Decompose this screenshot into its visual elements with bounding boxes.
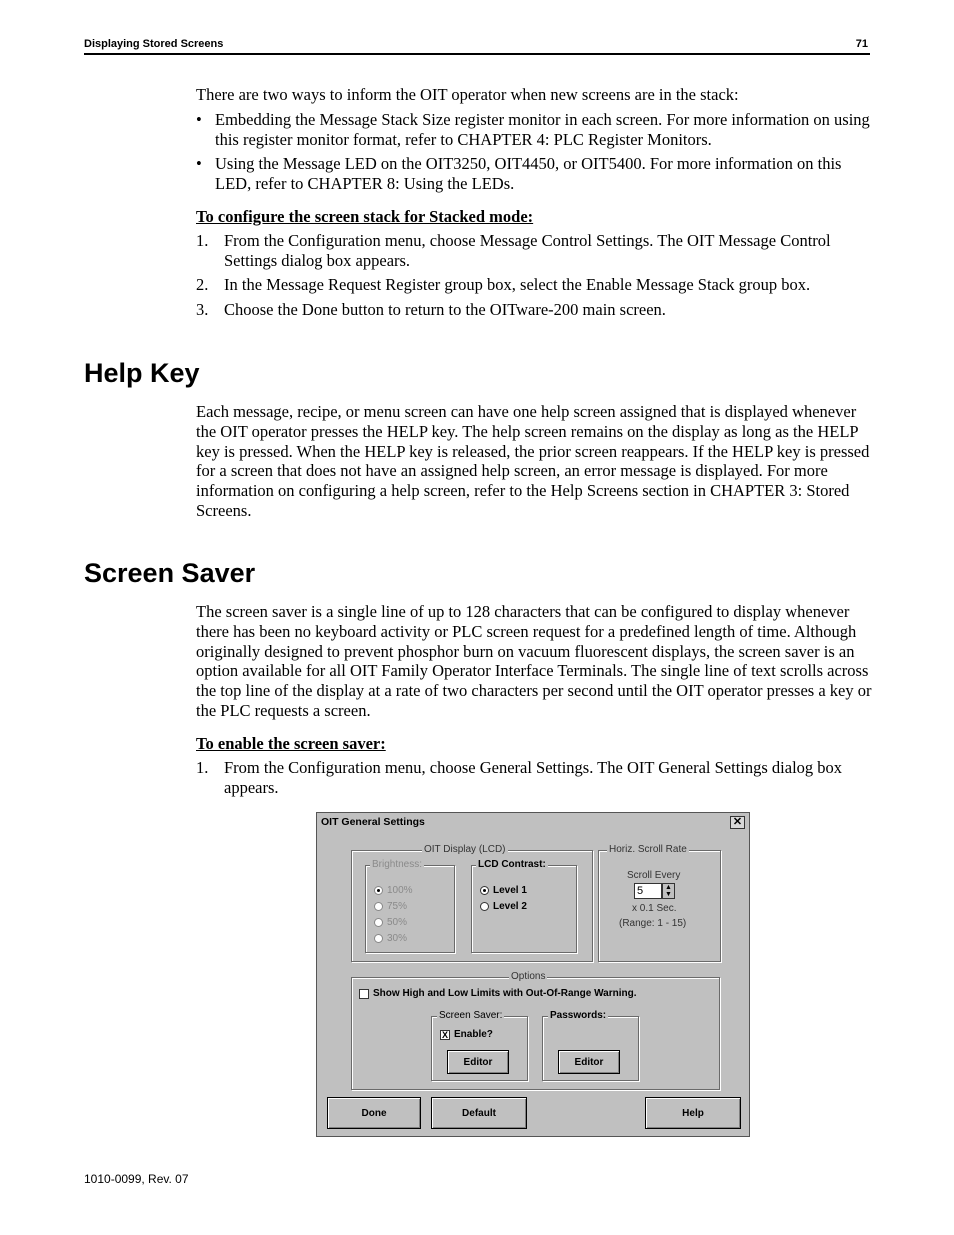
oit-display-group: [351, 844, 593, 962]
page-number: 71: [855, 38, 868, 50]
contrast-option-label: Level 1: [493, 885, 527, 896]
brightness-option-100[interactable]: [374, 885, 413, 896]
header-rule: [84, 53, 870, 55]
enable-screen-saver-checkbox[interactable]: [440, 1029, 493, 1040]
lcd-contrast-group: [471, 859, 577, 953]
procedure-step: [196, 275, 872, 295]
default-button[interactable]: Default: [431, 1097, 527, 1129]
procedure-step: [196, 758, 872, 798]
screen-saver-group: [431, 1010, 528, 1081]
step-text: From the Configuration menu, choose General Settings. The OIT General Settings dialog box appears.: [224, 758, 843, 797]
brightness-option-50[interactable]: [374, 917, 407, 928]
oit-display-group-label: OIT Display (LCD): [424, 844, 506, 855]
checkbox-icon: [359, 989, 369, 999]
oit-general-settings-dialog: [316, 812, 750, 1137]
bullet-text: Embedding the Message Stack Size register monitor in each screen. For more information on using this register monitor format, refer to CHAPTER 4: PLC Register Monitors.: [215, 110, 870, 149]
screen-saver-editor-button[interactable]: Editor: [447, 1050, 509, 1074]
brightness-label: Brightness:: [372, 859, 423, 870]
step-number: 1.: [196, 231, 209, 250]
brightness-option-30[interactable]: [374, 933, 407, 944]
brightness-option-label: 50%: [387, 917, 408, 928]
spin-arrows-icon[interactable]: ▲ ▼: [662, 883, 675, 899]
scroll-rate-input[interactable]: 5: [634, 883, 662, 899]
passwords-group: [542, 1010, 639, 1081]
contrast-option-level-1[interactable]: [480, 885, 527, 896]
options-group-label: Options: [511, 971, 546, 982]
brightness-option-label: 30%: [387, 933, 408, 944]
screen-saver-group-label: Screen Saver:: [439, 1010, 503, 1021]
dialog-title: OIT General Settings: [321, 816, 425, 828]
done-button[interactable]: Done: [327, 1097, 421, 1129]
step-number: 2.: [196, 275, 209, 294]
bullet-icon: •: [196, 110, 202, 129]
horiz-scroll-rate-group: [598, 844, 721, 962]
help-key-paragraph: Each message, recipe, or menu screen can have one help screen assigned that is displayed whenever the OIT operator presses the HELP key. The help screen remains on the display as long as the HELP key is pressed. When the HELP key is released, the prior screen reappears. If the HELP key is pressed for a screen that does not have an assigned help screen, an error message is displayed. For more information on configuring a help screen, refer to the Help Screens section in CHAPTER 3: Stored Screens.: [196, 402, 870, 520]
step-number: 3.: [196, 300, 209, 319]
show-limits-checkbox[interactable]: [359, 988, 637, 999]
enable-label: Enable?: [454, 1029, 493, 1040]
scroll-range: (Range: 1 - 15): [619, 918, 687, 929]
brightness-option-75[interactable]: [374, 901, 407, 912]
radio-icon: [480, 902, 489, 911]
screen-saver-heading: Screen Saver: [84, 558, 256, 588]
checkbox-checked-icon: X: [441, 1029, 448, 1040]
help-key-heading: Help Key: [84, 358, 200, 388]
contrast-option-level-2[interactable]: [480, 901, 527, 912]
scroll-units: x 0.1 Sec.: [632, 903, 677, 914]
bullet-text: Using the Message LED on the OIT3250, OIT4450, or OIT5400. For more information on this LED, refer to CHAPTER 8: Using the LEDs.: [215, 154, 842, 193]
step-text: In the Message Request Register group box, select the Enable Message Stack group box.: [224, 275, 811, 294]
help-button[interactable]: Help: [645, 1097, 741, 1129]
dialog-title-bar: [317, 813, 749, 833]
options-group: [351, 971, 720, 1090]
brightness-group: [365, 859, 455, 953]
footer-document-number: 1010-0099, Rev. 07: [84, 1172, 189, 1186]
radio-icon: [374, 934, 383, 943]
stack-procedure-heading: To configure the screen stack for Stacked mode:: [196, 207, 534, 226]
step-text: From the Configuration menu, choose Message Control Settings. The OIT Message Control Settings dialog box appears.: [224, 231, 831, 270]
radio-icon: [374, 902, 383, 911]
bullet-item: [196, 110, 872, 150]
close-icon[interactable]: ✕: [730, 816, 745, 829]
show-limits-label: Show High and Low Limits with Out-Of-Range Warning.: [373, 988, 637, 999]
lcd-contrast-label: LCD Contrast:: [478, 859, 546, 870]
screen-saver-procedure-heading: To enable the screen saver:: [196, 734, 386, 753]
brightness-option-label: 75%: [387, 901, 408, 912]
step-text: Choose the Done button to return to the OITware-200 main screen.: [224, 300, 666, 319]
procedure-step: [196, 300, 872, 320]
radio-icon: [374, 918, 383, 927]
step-number: 1.: [196, 758, 209, 777]
scroll-rate-group-label: Horiz. Scroll Rate: [609, 844, 687, 855]
brightness-option-label: 100%: [387, 885, 413, 896]
screen-saver-paragraph: The screen saver is a single line of up to 128 characters that can be configured to display whenever there has been no keyboard activity or PLC screen request for a predefined length of time. Although originally designed to prevent phosphor burn on vacuum fluorescent displays, the screen saver is an option available for all OIT Family Operator Interface Terminals. The single line of text scrolls across the top line of the display at a rate of two characters per second until the OIT operator presses a key or the PLC requests a screen.: [196, 602, 872, 720]
procedure-step: [196, 231, 872, 271]
bullet-item: [196, 154, 872, 194]
radio-selected-icon: [480, 886, 489, 895]
scroll-every-label: Scroll Every: [627, 870, 681, 881]
passwords-editor-button[interactable]: Editor: [558, 1050, 620, 1074]
running-header-section: Displaying Stored Screens: [84, 38, 224, 50]
radio-selected-icon: [374, 886, 383, 895]
intro-paragraph: There are two ways to inform the OIT operator when new screens are in the stack:: [196, 85, 739, 104]
passwords-group-label: Passwords:: [550, 1010, 607, 1021]
bullet-icon: •: [196, 154, 202, 173]
contrast-option-label: Level 2: [493, 901, 527, 912]
